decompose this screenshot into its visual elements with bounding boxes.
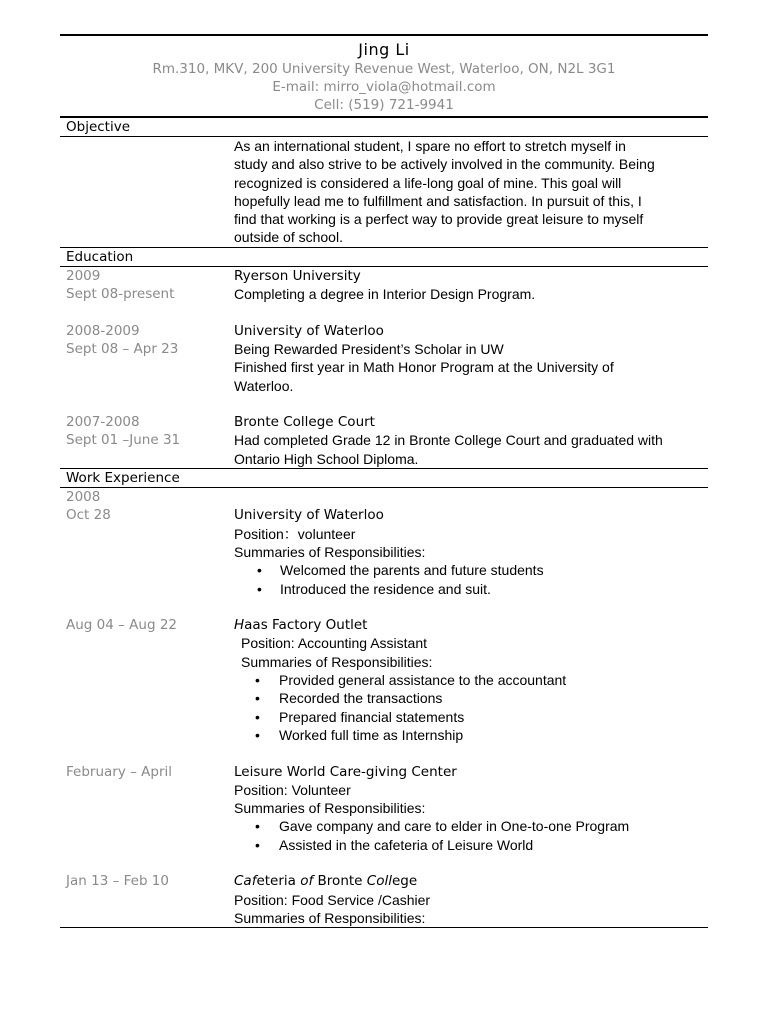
objective-line: study and also strive to be actively involved in the community. Being: [234, 156, 655, 173]
work-entry: [60, 616, 708, 744]
education-detail-line: Ontario High School Diploma.: [234, 450, 419, 467]
education-year: 2007-2008: [66, 414, 140, 431]
education-year: 2008-2009: [66, 322, 140, 339]
resume-header: [60, 36, 708, 114]
education-date-range: Sept 01 –June 31: [66, 432, 181, 449]
education-details: [234, 267, 708, 304]
candidate-name: Jing Li: [358, 40, 410, 59]
education-detail-line: Completing a degree in Interior Design Program.: [234, 286, 536, 303]
education-details: [234, 413, 708, 468]
responsibility-item: • Welcomed the parents and future students: [234, 561, 708, 579]
resume-page: [60, 34, 708, 928]
objective-row: [60, 137, 708, 247]
work-dates: Jan 13 – Feb 10: [66, 873, 169, 890]
employer-name-part: of: [300, 873, 314, 890]
objective-left-column: [60, 137, 234, 247]
school-name: Bronte College Court: [234, 414, 375, 431]
bottom-rule: [60, 927, 708, 928]
responsibility-list: [234, 671, 708, 744]
responsibility-item: • Prepared financial statements: [234, 708, 708, 726]
objective-line: hopefully lead me to fulfillment and satisfaction. In pursuit of this, I: [234, 192, 642, 209]
work-dates: Aug 04 – Aug 22: [66, 617, 177, 634]
objective-line: recognized is considered a life-long goal of mine. This goal will: [234, 174, 622, 191]
position-line: Position: Accounting Assistant: [241, 635, 427, 652]
education-entry: [60, 267, 708, 304]
employer-name: Leisure World Care-giving Center: [234, 763, 457, 780]
work-heading: Work Experience: [66, 470, 180, 487]
employer-name: [234, 872, 708, 890]
position-line: Position: Volunteer: [234, 781, 351, 798]
work-year-row: [60, 488, 708, 506]
work-details: [234, 763, 708, 854]
education-entry: [60, 322, 708, 395]
employer-name-part: ege: [391, 873, 418, 890]
employer-name: [234, 616, 708, 634]
summary-label: Summaries of Responsibilities:: [234, 800, 426, 817]
summary-label: Summaries of Responsibilities:: [234, 909, 426, 926]
address-line: Rm.310, MKV, 200 University Revenue West, Waterloo, ON, N2L 3G1: [152, 61, 616, 77]
position-line: Position: Food Service /Cashier: [234, 891, 431, 908]
education-date-range: Sept 08 – Apr 23: [66, 340, 179, 357]
responsibility-item: • Recorded the transactions: [234, 689, 708, 707]
education-dates: [60, 322, 234, 395]
objective-heading: Objective: [66, 119, 131, 135]
education-detail-line: Being Rewarded President’s Scholar in UW: [234, 340, 504, 357]
responsibility-item: • Gave company and care to elder in One-to-one Program: [234, 817, 708, 835]
objective-line: find that working is a perfect way to provide great leisure to myself: [234, 211, 644, 228]
work-entry: [60, 506, 708, 597]
work-dates: Oct 28: [66, 507, 111, 524]
education-dates: [60, 267, 234, 304]
summary-label: Summaries of Responsibilities:: [234, 543, 426, 560]
responsibility-list: [234, 561, 708, 598]
summary-label: Summaries of Responsibilities:: [241, 653, 433, 670]
position-line: Position：volunteer: [234, 525, 356, 542]
employer-name-part: Caf: [234, 873, 257, 890]
work-entry: [60, 872, 708, 927]
responsibility-list: [234, 817, 708, 854]
employer-name-part: eteria: [256, 873, 301, 890]
employer-name-rest: aas Factory Outlet: [244, 617, 368, 634]
education-detail-line: Had completed Grade 12 in Bronte College Court and graduated with: [234, 432, 663, 449]
work-details: [234, 872, 708, 927]
education-detail-line: Waterloo.: [234, 377, 294, 394]
education-year: 2009: [66, 267, 101, 284]
work-entry: [60, 763, 708, 854]
education-date-range: Sept 08-present: [66, 286, 175, 303]
responsibility-item: • Introduced the residence and suit.: [234, 580, 708, 598]
work-details: [234, 616, 708, 744]
objective-text: [234, 137, 708, 247]
employer-name-part: Bronte: [313, 873, 367, 890]
objective-line: As an international student, I spare no effort to stretch myself in: [234, 138, 626, 154]
employer-name-part: Coll: [366, 873, 392, 890]
education-dates: [60, 413, 234, 468]
responsibility-item: • Assisted in the cafeteria of Leisure World: [234, 836, 708, 854]
employer-name: University of Waterloo: [234, 507, 384, 524]
education-detail-line: Finished first year in Math Honor Program at the University of: [234, 359, 614, 376]
education-entry: [60, 413, 708, 468]
school-name: Ryerson University: [234, 267, 361, 284]
email-line: E-mail: mirro_viola@hotmail.com: [272, 79, 496, 95]
work-year: 2008: [66, 489, 101, 506]
education-details: [234, 322, 708, 395]
employer-name-initial: H: [234, 617, 245, 634]
work-dates: February – April: [66, 763, 173, 780]
work-details: [234, 506, 708, 597]
responsibility-item: • Provided general assistance to the accountant: [234, 671, 708, 689]
education-heading: Education: [66, 248, 134, 265]
objective-line: outside of school.: [234, 229, 343, 246]
responsibility-item: • Worked full time as Internship: [234, 726, 708, 744]
school-name: University of Waterloo: [234, 322, 384, 339]
cell-line: Cell: (519) 721-9941: [314, 97, 454, 113]
